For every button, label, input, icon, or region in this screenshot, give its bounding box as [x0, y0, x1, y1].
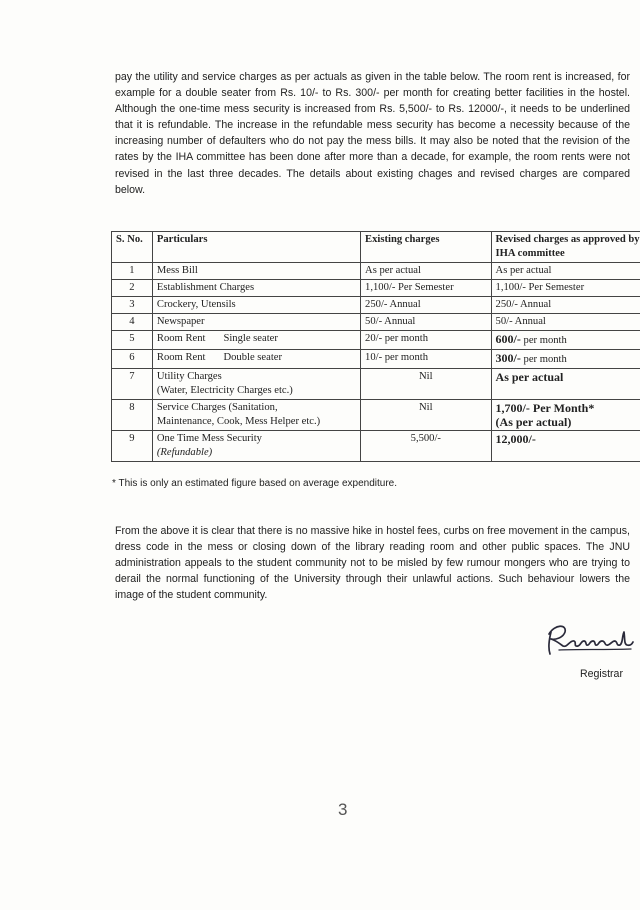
row-existing: 1,100/- Per Semester	[361, 280, 492, 297]
page-number: 3	[338, 800, 348, 819]
row-particular: Establishment Charges	[152, 280, 360, 297]
row-sno: 4	[112, 314, 153, 331]
row-particular: Crockery, Utensils	[152, 297, 360, 314]
row-revised: As per actual	[491, 263, 640, 280]
row-sno: 5	[112, 331, 153, 350]
revised-sub: (As per actual)	[495, 415, 572, 429]
particular-main: Room Rent	[156, 352, 206, 363]
row-particular	[152, 331, 360, 350]
row-existing: Nil	[361, 369, 492, 400]
row-existing: 50/- Annual	[361, 314, 492, 331]
particular-main: Room Rent	[156, 333, 206, 344]
header-existing: Existing charges	[361, 232, 492, 263]
header-revised: Revised charges as approved by IHA committee	[491, 232, 640, 263]
row-particular: Newspaper	[152, 314, 360, 331]
table-row	[112, 400, 640, 431]
signature-image	[543, 618, 635, 665]
row-particular	[152, 369, 360, 400]
table-row	[112, 297, 640, 314]
particular-sub: Single seater	[223, 333, 278, 344]
table-row	[112, 431, 640, 462]
intro-paragraph: pay the utility and service charges as per actuals as given in the table below. The room rent is increased, for example for a double seater from Rs. 10/- to Rs. 300/- per month for creating better facilities in the hostel. Although the one-time mess security is increased from Rs. 5,500/- to Rs. 12000/-, it needs to be underlined that it is refundable. The increase in the refundable mess security has become a necessity because of the increasing number of defaulters who do not pay the mess bills. It may also be noted that the revision of the rates by the IHA committee has been done after more than a decade, for example, the room rents were not revised in the last three decades. The details about existing chages and revised charges are compared below.	[115, 71, 630, 196]
revised-amount: 300/-	[495, 351, 521, 365]
closing-paragraph: From the above it is clear that there is no massive hike in hostel fees, curbs on free movement in the campus, dress code in the mess or closing down of the library reading room and other public spaces. The JNU administration appeals to the student community not to be misled by few rumour mongers who are trying to derail the normal functioning of the University through their unlawful actions. Such behaviour lowers the image of the student community.	[115, 525, 630, 602]
row-existing: 5,500/-	[361, 431, 492, 462]
footnote: * This is only an estimated figure based on average expenditure.	[112, 478, 397, 489]
row-sno: 2	[112, 280, 153, 297]
designation-label: Registrar	[580, 668, 623, 680]
row-revised: 1,100/- Per Semester	[491, 280, 640, 297]
row-sno: 1	[112, 263, 153, 280]
row-revised: 50/- Annual	[491, 314, 640, 331]
row-revised	[491, 331, 640, 350]
row-existing: Nil	[361, 400, 492, 431]
particular-sub: Double seater	[223, 352, 282, 363]
row-particular: Mess Bill	[152, 263, 360, 280]
row-sno: 6	[112, 350, 153, 369]
revised-unit: per month	[523, 335, 567, 346]
charges-table	[111, 231, 640, 462]
revised-amount: 600/-	[495, 332, 521, 346]
row-revised: 12,000/-	[491, 431, 640, 462]
row-particular	[152, 350, 360, 369]
row-sno: 3	[112, 297, 153, 314]
revised-main: 1,700/- Per Month*	[495, 401, 595, 415]
row-sno: 7	[112, 369, 153, 400]
particular-sub: (Refundable)	[156, 447, 213, 458]
row-particular	[152, 400, 360, 431]
particular-main: Service Charges (Sanitation,	[156, 402, 278, 413]
particular-sub: (Water, Electricity Charges etc.)	[156, 385, 293, 396]
header-particulars: Particulars	[152, 232, 360, 263]
table-header-row	[112, 232, 640, 263]
particular-main: One Time Mess Security	[156, 433, 262, 444]
row-sno: 9	[112, 431, 153, 462]
row-existing: 10/- per month	[361, 350, 492, 369]
row-revised: 250/- Annual	[491, 297, 640, 314]
table-row	[112, 369, 640, 400]
row-existing: 250/- Annual	[361, 297, 492, 314]
revised-unit: per month	[523, 354, 567, 365]
particular-main: Utility Charges	[156, 371, 222, 382]
table-row	[112, 280, 640, 297]
row-revised	[491, 400, 640, 431]
table-row	[112, 314, 640, 331]
particular-sub: Maintenance, Cook, Mess Helper etc.)	[156, 416, 321, 427]
table-row	[112, 331, 640, 350]
row-sno: 8	[112, 400, 153, 431]
table-row	[112, 263, 640, 280]
row-revised: As per actual	[491, 369, 640, 400]
row-existing: As per actual	[361, 263, 492, 280]
row-particular	[152, 431, 360, 462]
row-revised	[491, 350, 640, 369]
row-existing: 20/- per month	[361, 331, 492, 350]
table-row	[112, 350, 640, 369]
header-sno: S. No.	[112, 232, 153, 263]
